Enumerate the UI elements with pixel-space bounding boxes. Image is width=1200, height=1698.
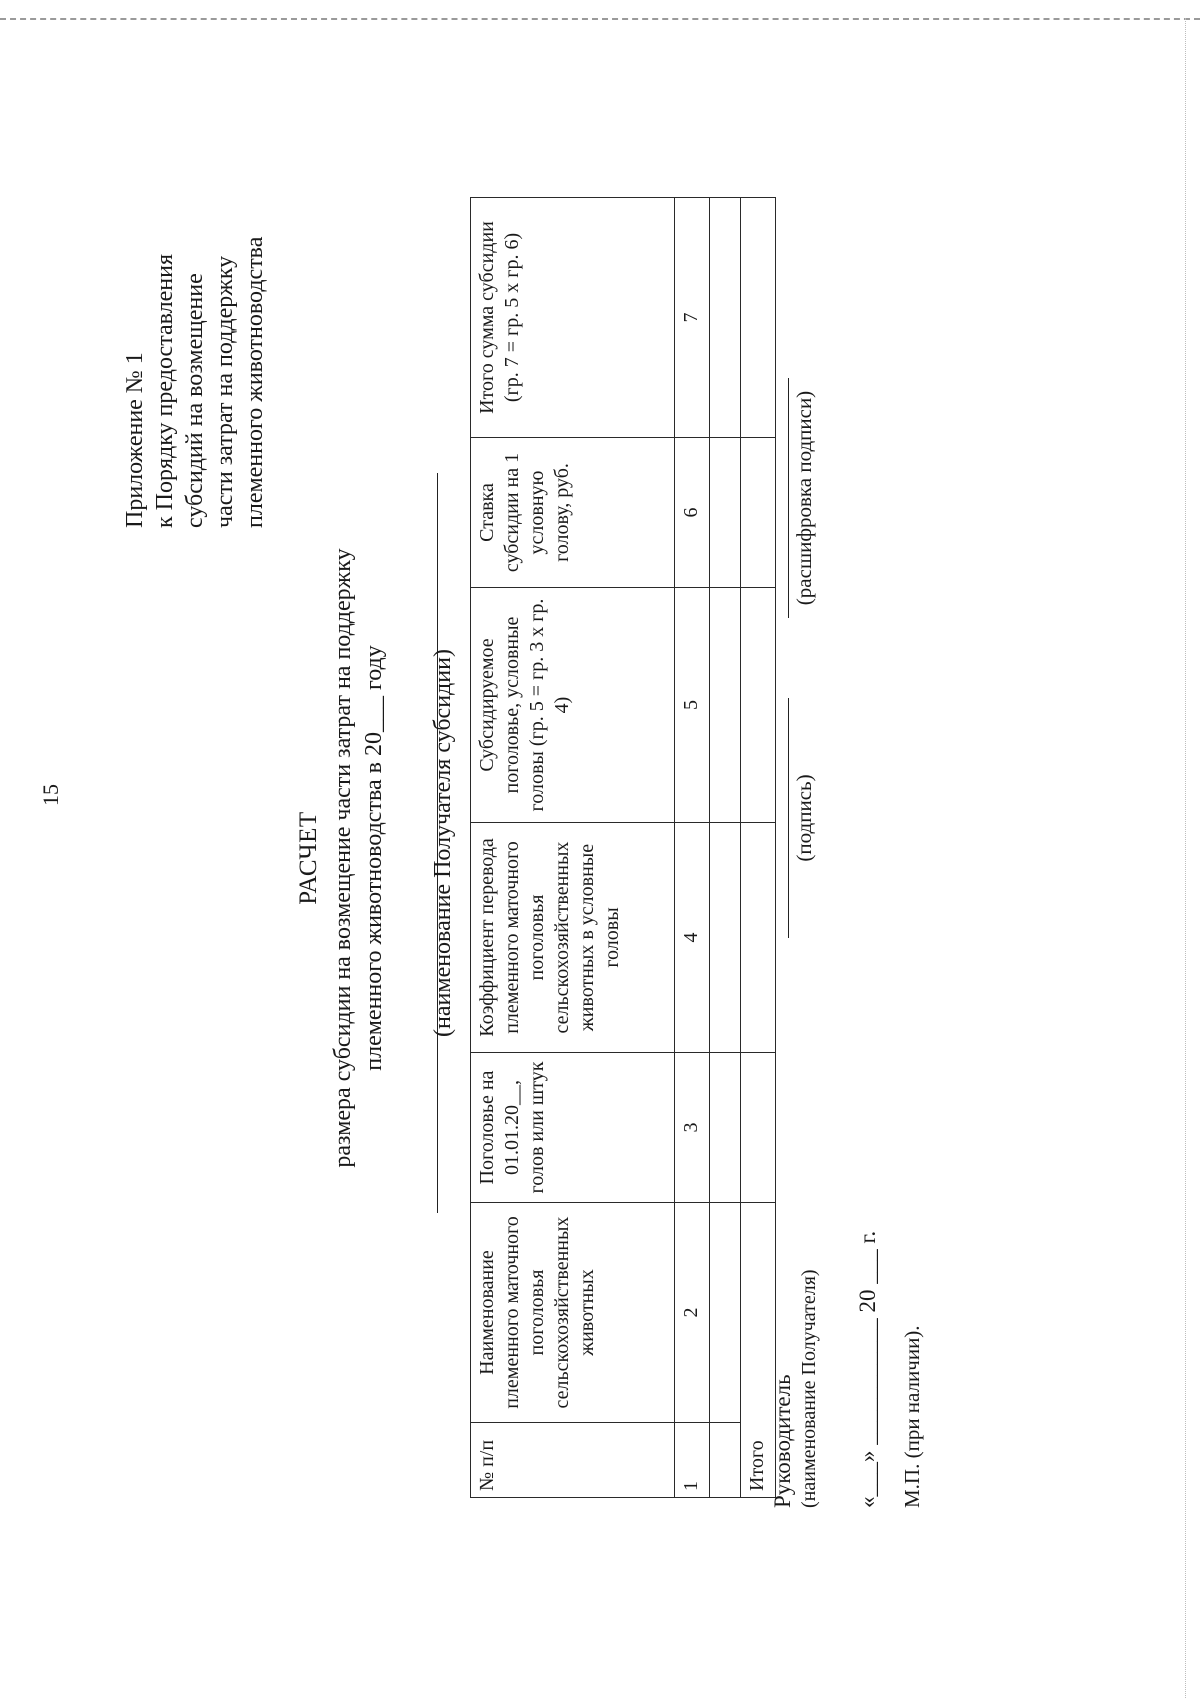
header-cell: Субсидируемое поголовье, условные головы (гр. 5 = гр. 3 х гр. 4) [471, 588, 675, 823]
header-cell: Итого сумма субсидии (гр. 7 = гр. 5 х гр. 6) [471, 198, 675, 438]
table-cell [741, 823, 776, 1053]
manager-label: Руководитель [770, 1374, 795, 1508]
appendix-line: к Порядку предоставления [152, 253, 178, 528]
manager-caption: (наименование Получателя) [798, 1269, 820, 1508]
table-cell [741, 198, 776, 438]
column-number: 5 [675, 588, 710, 823]
appendix-block [120, 108, 270, 528]
table-cell [710, 588, 741, 823]
calculation-table [470, 197, 776, 1498]
decoding-caption: (расшифровка подписи) [792, 390, 816, 606]
appendix-line: Приложение № 1 [122, 352, 148, 528]
table-cell [710, 823, 741, 1053]
column-number: 7 [675, 198, 710, 438]
total-label: Итого [741, 1203, 776, 1498]
page-number: 15 [38, 784, 63, 806]
table-row [710, 198, 741, 1498]
table-cell [710, 438, 741, 588]
header-cell: Ставка субсидии на 1 условную голову, руб. [471, 438, 675, 588]
table-cell [710, 198, 741, 438]
date-line: «___» ___________ 20 ___ г. [855, 1230, 880, 1508]
appendix-line: племенного животноводства [242, 236, 268, 528]
table-cell [710, 1053, 741, 1203]
seal-note: М.П. (при наличии). [900, 1325, 924, 1508]
header-cell: Коэффициент перевода племенного маточного поголовья сельскохозяйственных животных в условные головы [471, 823, 675, 1053]
subtitle-line: размера субсидии на возмещение части затрат на поддержку [330, 548, 356, 1168]
recipient-caption: (наименование Получателя субсидии) [430, 649, 456, 1037]
column-number: 4 [675, 823, 710, 1053]
table-cell [741, 588, 776, 823]
appendix-line: субсидий на возмещение [182, 273, 208, 528]
document-subtitle [328, 398, 390, 1318]
column-number-row [675, 198, 710, 1498]
column-number: 6 [675, 438, 710, 588]
column-number: 1 [675, 1423, 710, 1498]
column-number: 2 [675, 1203, 710, 1423]
table-cell [710, 1423, 741, 1498]
header-cell: № п/п [471, 1423, 675, 1498]
table-header-row [471, 198, 675, 1498]
table-cell [710, 1203, 741, 1423]
table-cell [741, 438, 776, 588]
subtitle-line: племенного животноводства в 20___ году [361, 645, 387, 1071]
table-cell [741, 1053, 776, 1203]
manager-block [770, 1269, 822, 1508]
document-title: РАСЧЕТ [295, 811, 322, 905]
header-cell: Поголовье на 01.01.20__, голов или штук [471, 1053, 675, 1203]
signature-caption: (подпись) [792, 774, 816, 862]
appendix-line: части затрат на поддержку [212, 255, 238, 528]
decoding-line [788, 378, 789, 618]
header-cell: Наименование племенного маточного поголовья сельскохозяйственных животных [471, 1203, 675, 1423]
column-number: 3 [675, 1053, 710, 1203]
signature-line [788, 698, 789, 938]
